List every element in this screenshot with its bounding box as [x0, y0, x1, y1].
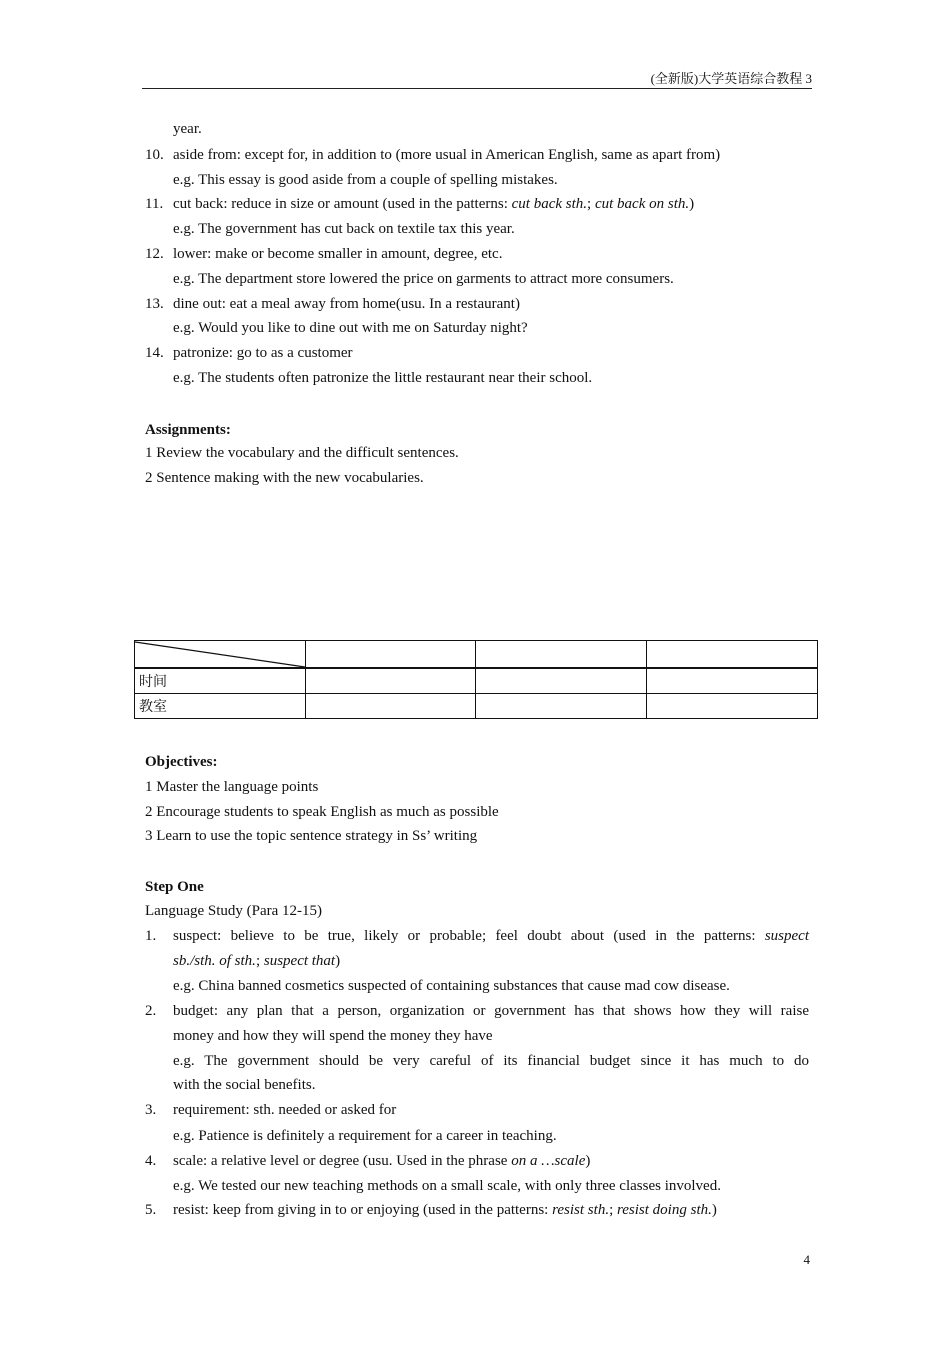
item-number: 4. [145, 1153, 157, 1169]
page-number: 4 [803, 1252, 810, 1267]
example-text: year. [173, 121, 202, 137]
definition-part: resist: keep from giving in to or enjoying (used in the patterns: [173, 1202, 553, 1218]
table-cell [476, 641, 647, 669]
example-text: e.g. The department store lowered the price on garments to attract more consumers. [173, 271, 674, 287]
assignment-text: 1 Review the vocabulary and the difficult sentences. [145, 445, 459, 461]
pattern-italic: sb./sth. of sth. [173, 953, 256, 969]
pattern-italic: cut back sth. [511, 196, 588, 212]
example-text: e.g. The government should be very careful of its financial budget since it has much to do [173, 1053, 809, 1069]
definition-text [173, 926, 809, 946]
example-text: e.g. The students often patronize the little restaurant near their school. [173, 370, 593, 386]
table-cell [476, 668, 647, 694]
example-text: e.g. The government has cut back on textile tax this year. [173, 221, 515, 237]
objectives-heading: Objectives: [145, 754, 218, 770]
separator: ; [255, 953, 264, 969]
item-number: 3. [145, 1102, 157, 1118]
definition-text: money and how they will spend the money they have [173, 1028, 493, 1044]
objective-text: 2 Encourage students to speak English as much as possible [145, 804, 499, 820]
item-number: 1. [145, 928, 157, 944]
definition-text: lower: make or become smaller in amount, degree, etc. [173, 246, 503, 262]
table-cell [647, 694, 818, 719]
item-number: 2. [145, 1003, 157, 1019]
assignment-text: 2 Sentence making with the new vocabularies. [145, 470, 424, 486]
definition-part: scale: a relative level or degree (usu. Used in the phrase [173, 1153, 512, 1169]
pattern-italic: on a …scale [511, 1153, 586, 1169]
definition-part: ) [585, 1153, 591, 1169]
definition-text: dine out: eat a meal away from home(usu. In a restaurant) [173, 296, 520, 312]
example-text: e.g. We tested our new teaching methods on a small scale, with only three classes involved. [173, 1178, 721, 1194]
definition-text: patronize: go to as a customer [173, 345, 353, 361]
definition-text: requirement: sth. needed or asked for [173, 1102, 397, 1118]
example-text: e.g. China banned cosmetics suspected of containing substances that cause mad cow disease. [173, 978, 730, 994]
definition-part: ) [689, 196, 695, 212]
table-row [135, 694, 818, 719]
assignments-heading: Assignments: [145, 422, 231, 438]
definition-part: ) [335, 953, 341, 969]
table-cell [306, 668, 476, 694]
example-text: e.g. Would you like to dine out with me on Saturday night? [173, 320, 528, 336]
item-number: 5. [145, 1202, 157, 1218]
example-text: with the social benefits. [173, 1077, 316, 1093]
definition-text [173, 1200, 717, 1220]
pattern-italic: suspect that [263, 953, 336, 969]
separator: ; [587, 196, 595, 212]
definition-text: budget: any plan that a person, organization or government has that shows how they will raise [173, 1003, 809, 1019]
definition-text [173, 1151, 590, 1171]
table-cell [306, 641, 476, 669]
objective-text: 3 Learn to use the topic sentence strategy in Ss’ writing [145, 828, 478, 844]
separator: ; [609, 1202, 617, 1218]
definition-text [173, 951, 340, 971]
definition-text [173, 194, 694, 214]
example-text: e.g. This essay is good aside from a couple of spelling mistakes. [173, 172, 558, 188]
running-header: (全新版)大学英语综合教程 3 [650, 71, 812, 86]
table-row [135, 668, 818, 694]
diagonal-line [135, 641, 305, 668]
item-number: 11. [145, 196, 164, 212]
example-text: e.g. Patience is definitely a requirement for a career in teaching. [173, 1128, 557, 1144]
row-label: 教室 [135, 694, 306, 719]
table-cell [476, 694, 647, 719]
diagonal-header-cell [135, 641, 306, 669]
table-cell [647, 641, 818, 669]
objective-text: 1 Master the language points [145, 779, 319, 795]
language-study-subheading: Language Study (Para 12-15) [145, 903, 323, 919]
definition-part: suspect: believe to be true, likely or probable; feel doubt about (used in the patterns: [173, 928, 756, 944]
pattern-italic: resist sth. [552, 1202, 610, 1218]
table-header-row [135, 641, 818, 669]
item-number: 14. [145, 345, 164, 361]
definition-part: cut back: reduce in size or amount (used in the patterns: [173, 196, 512, 212]
pattern-italic: cut back on sth. [594, 196, 690, 212]
table-cell [647, 668, 818, 694]
step-one-heading: Step One [145, 879, 204, 895]
definition-part: ) [711, 1202, 717, 1218]
row-label: 时间 [135, 668, 306, 694]
table-cell [306, 694, 476, 719]
item-number: 12. [145, 246, 164, 262]
item-number: 10. [145, 147, 164, 163]
schedule-table [134, 640, 818, 719]
pattern-italic: resist doing sth. [616, 1202, 712, 1218]
pattern-italic: suspect [764, 928, 809, 944]
item-number: 13. [145, 296, 164, 312]
definition-text: aside from: except for, in addition to (more usual in American English, same as apart from) [173, 147, 721, 163]
header-rule [142, 88, 812, 89]
